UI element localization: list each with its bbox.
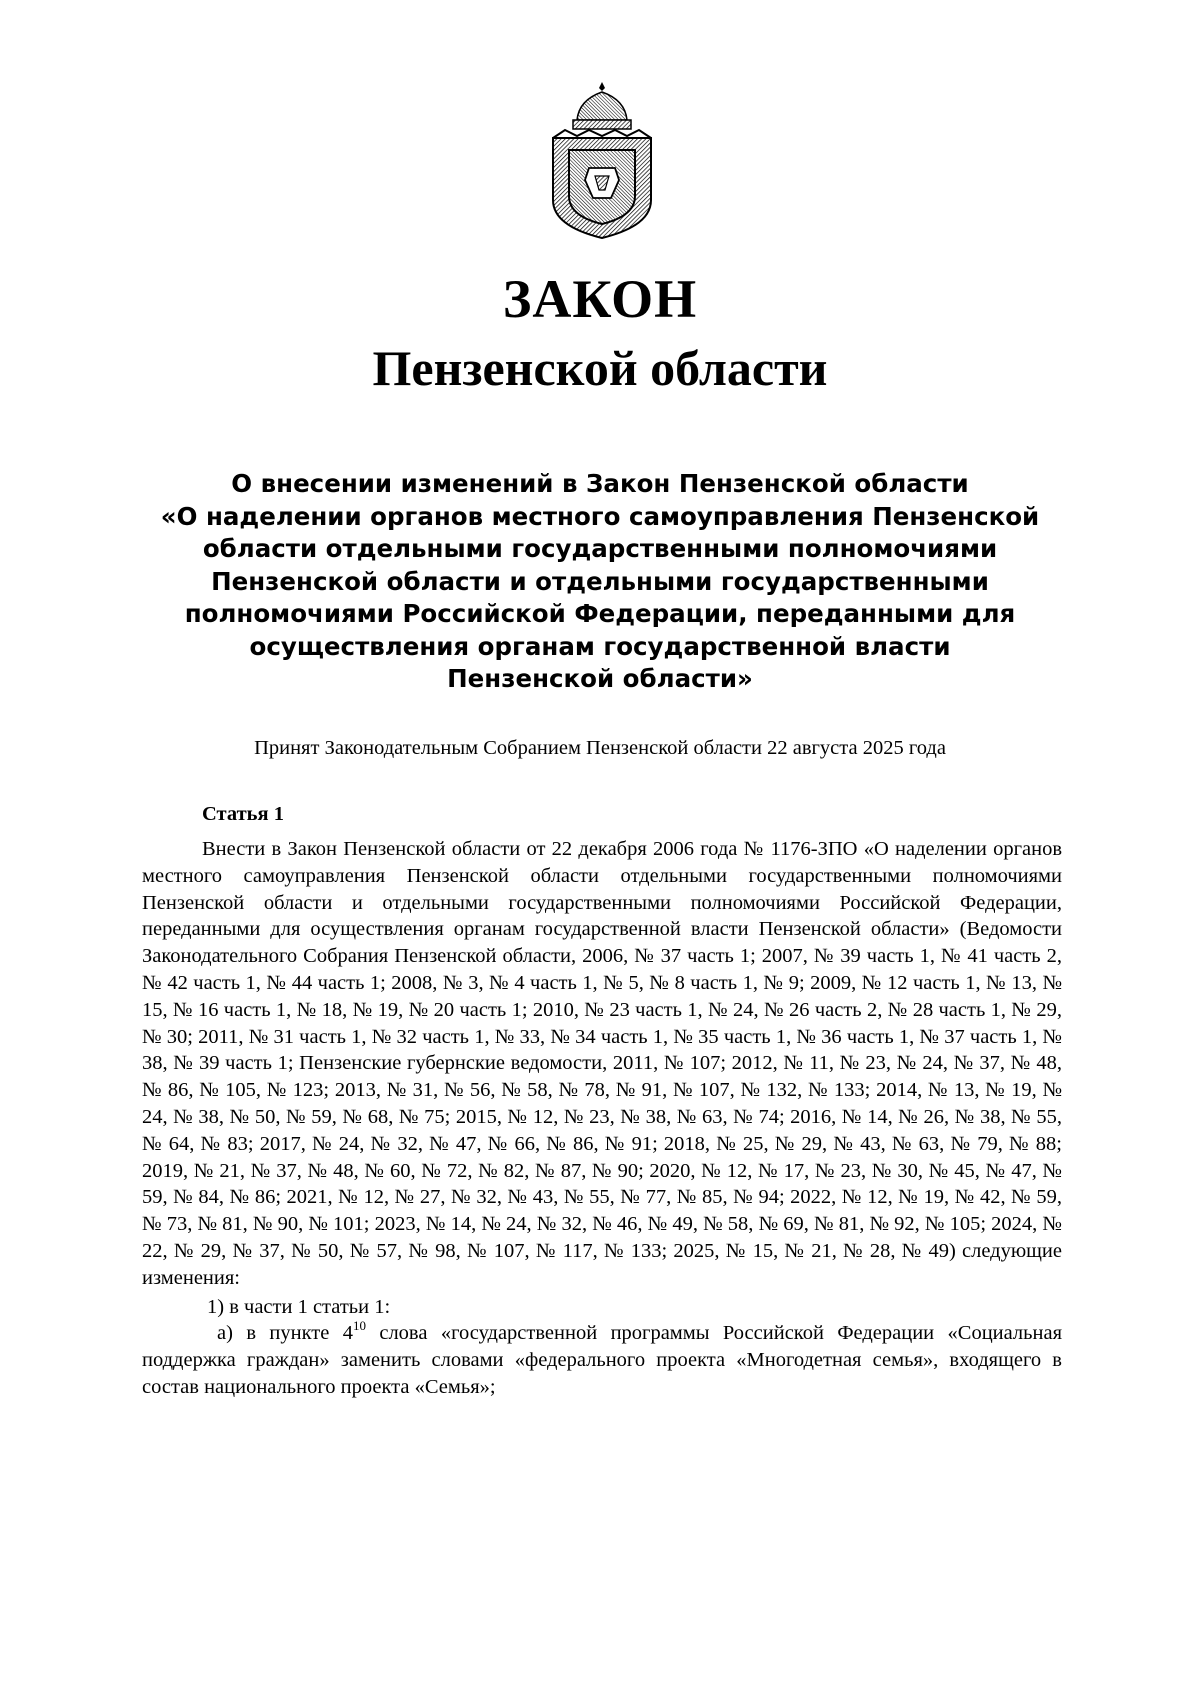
list-item-a xyxy=(142,1320,1062,1400)
heading-line: полномочиями Российской Федерации, переданными для xyxy=(184,599,1016,628)
document-region: Пензенской области xyxy=(372,340,828,396)
item-a-text: слова «государственной программы Российской Федерации «Социальная поддержка граждан» заменить словами «федерального проекта «Многодетная семья», входящего в состав национального проекта «Семья»; xyxy=(142,1322,1063,1398)
heading-line: области отдельными государственными полномочиями xyxy=(202,534,998,563)
article-body xyxy=(142,836,1062,1401)
article-paragraph: Внести в Закон Пензенской области от 22 декабря 2006 года № 1176-ЗПО «О наделении органов местного самоуправления Пензенской области отдельными государственными полномочиями Пензенской области и отдельными государственными полномочиями Российской Федерации, переданными для осуществления органам государственной власти Пензенской области» (Ведомости Законодательного Собрания Пензенской области, 2006, № 37 часть 1; 2007, № 39 часть 1, № 41 часть 2, № 42 часть 1, № 44 часть 1; 2008, № 3, № 4 часть 1, № 5, № 8 часть 1, № 9; 2009, № 12 часть 1, № 13, № 15, № 16 часть 1, № 18, № 19, № 20 часть 1; 2010, № 23 часть 1, № 24, № 26 часть 2, № 28 часть 1, № 29, № 30; 2011, № 31 часть 1, № 32 часть 1, № 33, № 34 часть 1, № 35 часть 1, № 36 часть 1, № 37 часть 1, № 38, № 39 часть 1; Пензенские губернские ведомости, 2011, № 107; 2012, № 11, № 23, № 24, № 37, № 48, № 86, № 105, № 123; 2013, № 31, № 56, № 58, № 78, № 91, № 107, № 132, № 133; 2014, № 13, № 19, № 24, № 38, № 50, № 59, № 68, № 75; 2015, № 12, № 23, № 38, № 63, № 74; 2016, № 14, № 26, № 38, № 55, № 64, № 83; 2017, № 24, № 32, № 47, № 66, № 86, № 91; 2018, № 25, № 29, № 43, № 63, № 79, № 88; 2019, № 21, № 37, № 48, № 60, № 72, № 82, № 87, № 90; 2020, № 12, № 17, № 23, № 30, № 45, № 47, № 59, № 84, № 86; 2021, № 12, № 27, № 32, № 43, № 55, № 77, № 85, № 94; 2022, № 12, № 19, № 42, № 59, № 73, № 81, № 90, № 101; 2023, № 14, № 24, № 32, № 46, № 49, № 58, № 69, № 81, № 92, № 105; 2024, № 22, № 29, № 37, № 50, № 57, № 98, № 107, № 117, № 133; 2025, № 15, № 21, № 28, № 49) следующие изменения: xyxy=(142,838,1062,1289)
heading-line: «О наделении органов местного самоуправления Пензенской xyxy=(160,501,1040,531)
item-a-prefix: а) в пункте 4 xyxy=(217,1322,353,1345)
adoption-line: Принят Законодательным Собранием Пензенской области 22 августа 2025 года xyxy=(254,737,946,759)
list-item-1: 1) в части 1 статьи 1: xyxy=(207,1295,391,1318)
document-title: ЗАКОН xyxy=(502,269,698,329)
article-title: Статья 1 xyxy=(202,803,284,825)
coat-of-arms-icon xyxy=(543,80,661,242)
heading-line: О внесении изменений в Закон Пензенской области xyxy=(231,469,969,498)
item-a-superscript: 10 xyxy=(352,1318,366,1334)
heading-line: Пензенской области» xyxy=(447,664,753,693)
law-heading xyxy=(150,468,1050,696)
heading-line: Пензенской области и отдельными государственными xyxy=(211,566,989,596)
heading-line: осуществления органам государственной власти xyxy=(249,631,951,661)
